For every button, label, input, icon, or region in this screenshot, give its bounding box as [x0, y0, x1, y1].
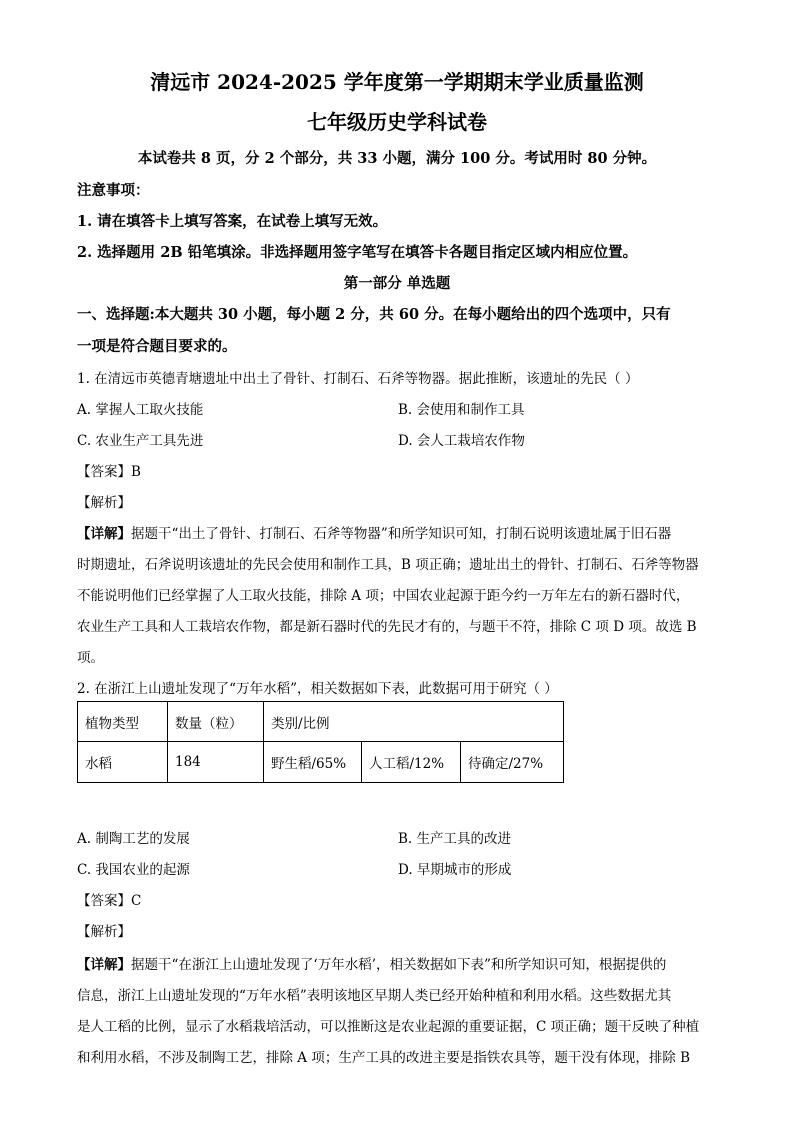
q1-analysis-label: 【解析】	[77, 495, 131, 511]
q2-option-b: B. 生产工具的改进	[398, 831, 512, 847]
q1-detail-line-4: 农业生产工具和人工栽培农作物，都是新石器时代的先民才有的，与题干不符，排除 C 项 D 项。故选 B	[77, 619, 697, 635]
table-header-cell: 植物类型	[78, 702, 168, 742]
q1-stem: 1. 在清远市英德青塘遗址中出土了骨针、打制石、石斧等物器。据此推断，该遗址的先民（ ）	[77, 371, 639, 387]
notice-heading: 注意事项：	[77, 182, 150, 199]
q2-detail-line-4: 和利用水稻，不涉及制陶工艺，排除 A 项；生产工具的改进主要是指铁农具等，题干没有体现，排除 B	[77, 1050, 691, 1066]
q2-option-a: A. 制陶工艺的发展	[77, 831, 190, 847]
q1-detail-line-1: 【详解】据题干“出土了骨针、打制石、石斧等物器”和所学知识可知，打制石说明该遗址属于旧石器	[77, 526, 672, 542]
q1-detail-label: 【详解】	[77, 526, 131, 542]
q1-detail-line-2: 时期遗址，石斧说明该遗址的先民会使用和制作工具，B 项正确；遗址出土的骨针、打制石、石斧等物器	[77, 557, 699, 573]
q2-option-c: C. 我国农业的起源	[77, 862, 190, 878]
q1-detail-line-3: 不能说明他们已经掌握了人工取火技能，排除 A 项；中国农业起源于距今约一万年左右的新石器时代，	[77, 588, 690, 604]
table-header-cell: 数量（粒）	[168, 702, 264, 742]
table-cell: 水稻	[78, 742, 168, 783]
table-cell: 184	[168, 742, 264, 783]
table-cell: 野生稻/65%	[264, 742, 362, 783]
q1-answer: 【答案】B	[77, 464, 141, 480]
exam-info: 本试卷共 8 页，分 2 个部分，共 33 小题，满分 100 分。考试用时 80 分钟。	[137, 150, 657, 167]
part1-heading: 第一部分 单选题	[343, 275, 451, 292]
notice-item-2: 2. 选择题用 2B 铅笔填涂。非选择题用签字笔写在填答卡各题目指定区域内相应位置。	[77, 244, 638, 261]
section-instruction-line-1: 一、选择题:本大题共 30 小题，每小题 2 分，共 60 分。在每小题给出的四个选项中，只有	[77, 306, 671, 323]
q2-detail-line-2: 信息，浙江上山遗址发现的“万年水稻”表明该地区早期人类已经开始种植和利用水稻。这些数据尤其	[77, 988, 672, 1004]
notice-item-1: 1. 请在填答卡上填写答案，在试卷上填写无效。	[77, 213, 388, 230]
table-cell: 人工稻/12%	[362, 742, 461, 783]
section-instruction-line-2: 一项是符合题目要求的。	[77, 338, 237, 355]
q1-option-d: D. 会人工栽培农作物	[398, 433, 525, 449]
q2-detail-line-1: 【详解】据题干“在浙江上山遗址发现了‘万年水稻’，相关数据如下表”和所学知识可知，根据提供的	[77, 957, 667, 973]
q1-option-c: C. 农业生产工具先进	[77, 433, 204, 449]
q2-answer: 【答案】C	[77, 893, 142, 909]
table-cell: 待确定/27%	[461, 742, 564, 783]
q2-analysis-label: 【解析】	[77, 924, 131, 940]
exam-title: 清远市 2024-2025 学年度第一学期期末学业质量监测	[150, 70, 644, 94]
exam-subtitle: 七年级历史学科试卷	[307, 110, 487, 134]
q1-option-b: B. 会使用和制作工具	[398, 402, 525, 418]
q1-detail-line-5: 项。	[77, 650, 104, 666]
table-header-row	[78, 702, 564, 742]
q2-stem: 2. 在浙江上山遗址发现了“万年水稻”，相关数据如下表，此数据可用于研究（ ）	[77, 681, 558, 697]
q2-detail-label: 【详解】	[77, 957, 131, 973]
q2-option-d: D. 早期城市的形成	[398, 862, 512, 878]
q1-option-a: A. 掌握人工取火技能	[77, 402, 204, 418]
table-header-cell: 类别/比例	[264, 702, 564, 742]
q2-detail-line-3: 是人工稻的比例，显示了水稻栽培活动，可以推断这是农业起源的重要证据，C 项正确；题干反映了种植	[77, 1019, 700, 1035]
table-row	[78, 742, 564, 783]
q2-data-table	[77, 701, 564, 783]
